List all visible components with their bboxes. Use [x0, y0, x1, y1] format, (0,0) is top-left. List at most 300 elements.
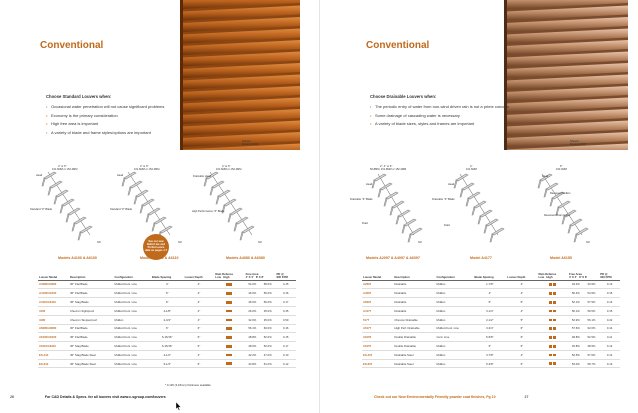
cell-model: A6155	[362, 333, 393, 342]
cell-free-area-8: 56.0%	[260, 289, 275, 298]
diagram-blade	[568, 219, 582, 233]
spec-table-left	[38, 272, 296, 368]
cell-louver-depth: 6"	[506, 359, 537, 368]
table-row	[38, 298, 296, 307]
cell-pd: 0.15	[275, 280, 296, 289]
drain-label: Drain	[444, 224, 451, 227]
diagram-blade	[48, 181, 62, 195]
rain-high-label: High	[223, 274, 230, 279]
table-header-row	[38, 272, 296, 280]
rain-defense-indicator	[553, 362, 556, 365]
cell-rain-defense	[537, 280, 568, 289]
cell-free-area-4: 52.1%	[568, 298, 584, 307]
cell-description: Drainable	[393, 289, 435, 298]
col-blade-spacing: Blade Spacing	[151, 272, 184, 280]
cell-description: Chevron Drainable	[393, 315, 435, 324]
cell-rain-defense	[537, 324, 568, 333]
cell-configuration: Mullion/Cont. Line	[113, 333, 150, 342]
cell-pd: 0.22	[599, 315, 620, 324]
cell-rain-defense	[537, 359, 568, 368]
pd-sub-label: 900 FPM	[276, 274, 288, 279]
diagram-blade	[574, 228, 588, 242]
table-row	[38, 280, 296, 289]
cell-description: Chevron Sightproof	[69, 306, 114, 315]
cell-configuration: Mullion	[113, 315, 150, 324]
rain-defense-indicator	[229, 301, 232, 304]
col-description: Description	[393, 272, 435, 280]
dim-label: 6"	[560, 165, 563, 168]
cell-pd: 0.12	[599, 342, 620, 351]
cell-blade-spacing: 6"	[151, 289, 184, 298]
cell-blade-spacing: 3-7/8"	[473, 350, 506, 359]
cell-louver-depth: 4"	[184, 280, 215, 289]
cell-description: 30° Flat Blade	[69, 324, 114, 333]
bullet: • Some drainage of cascading water is necessary	[370, 113, 540, 118]
col-free-area	[568, 272, 599, 280]
table-row	[362, 280, 620, 289]
photo-caption	[570, 140, 586, 147]
cell-free-area-4: 45.8%	[568, 342, 584, 351]
cell-blade-spacing: 6-15/16"	[151, 342, 184, 351]
mouse-cursor-icon	[176, 402, 182, 411]
table-row	[362, 315, 620, 324]
model-label: Models A2097 & A4097 & A6097	[366, 256, 420, 260]
left-intro	[46, 94, 216, 138]
bullet: • Economy is the primary consideration	[46, 113, 216, 118]
diagram-blade	[240, 226, 254, 240]
cell-louver-depth: 6"	[506, 342, 537, 351]
cell-description: 45° Stag Blade	[69, 342, 114, 351]
eco-finish-link[interactable]: Check out our New Environmentally Friendly powder coat finishes, Pg 10	[374, 395, 496, 399]
diagram-blade	[60, 199, 74, 213]
table-row	[362, 324, 620, 333]
cell-model: ES-607	[362, 359, 393, 368]
table-row	[38, 333, 296, 342]
cell-blade-spacing: 3-1/4"	[473, 306, 506, 315]
sill-label: Sill	[586, 241, 590, 244]
cell-free-area-8: 62.0%	[584, 324, 600, 333]
free-area-label: Free Area	[245, 271, 259, 276]
table-row	[362, 350, 620, 359]
cell-pd: 0.13	[599, 359, 620, 368]
dim-label: 4" or 6"	[58, 165, 67, 168]
rain-defense-indicator	[553, 336, 556, 339]
diagram-blade	[390, 201, 404, 215]
cell-free-area-4: 53.0%	[568, 359, 584, 368]
cell-configuration: Mullion/Cont. Line	[436, 324, 474, 333]
cell-pd: 0.12	[275, 359, 296, 368]
cell-pd: 0.17	[275, 298, 296, 307]
cell-blade-spacing: 4"	[473, 289, 506, 298]
cell-configuration: Cont. Line	[436, 333, 474, 342]
cell-description: 45° Stag Blade Steel	[69, 359, 114, 368]
cad-link[interactable]: For CAD Details & Specs. for all louvers visit www.c-sgroup.com/louvers	[44, 395, 166, 399]
cell-description: 45° Stag Blade Steel	[69, 350, 114, 359]
dim-label: 4"	[470, 165, 473, 168]
rain-defense-indicator	[553, 327, 556, 330]
cell-louver-depth: 6"	[184, 333, 215, 342]
caption-line: Model A4100	[242, 142, 259, 147]
head-label: Head	[117, 174, 124, 177]
cell-pd: 0.14	[599, 324, 620, 333]
rain-defense-indicator	[553, 319, 556, 322]
cell-rain-defense	[214, 359, 244, 368]
cell-free-area-4: 43.8%	[245, 359, 260, 368]
cell-description: 30° Flat Blade	[69, 280, 114, 289]
diagram-blade	[54, 190, 68, 204]
diagram-blade	[134, 190, 148, 204]
model-label: Models A4110 & A6110	[140, 256, 179, 260]
cell-rain-defense	[214, 306, 244, 315]
model-label: Model A4177	[470, 256, 492, 260]
cell-free-area-4: 56.1%	[245, 324, 260, 333]
cell-configuration: Mullion	[436, 342, 474, 351]
rain-defense-indicator	[553, 283, 556, 286]
cell-louver-depth: 6"	[506, 298, 537, 307]
recessed-drain-gutter-label: Recessed Drain Gutter	[544, 214, 571, 217]
table-row	[362, 342, 620, 351]
cell-louver-depth: 6"	[184, 342, 215, 351]
cell-configuration: Mullion/Cont. Line	[113, 280, 150, 289]
dim-label: 4" or 6"	[140, 165, 149, 168]
cell-free-area-4: 32.0%	[245, 315, 260, 324]
diagram-blade	[378, 183, 392, 197]
cell-description: 45° Flat Blade	[69, 289, 114, 298]
cell-description: Drainable Steel	[393, 359, 435, 368]
sill-label: Sill	[97, 241, 101, 244]
cell-free-area-8: 59.7%	[584, 359, 600, 368]
dim-label: 4" or 6"	[222, 165, 231, 168]
cell-model: 5177	[362, 315, 393, 324]
cell-configuration: Mullion/Cont. Line	[113, 298, 150, 307]
cell-blade-spacing: 4"	[151, 280, 184, 289]
cell-blade-spacing: 6-1/4"	[151, 359, 184, 368]
cell-free-area-8: 51.0%	[260, 359, 275, 368]
left-page-title: Conventional	[40, 40, 104, 51]
cell-free-area-8: 60.0%	[260, 324, 275, 333]
cell-free-area-8: 52.0%	[260, 333, 275, 342]
diagram-blade	[466, 192, 480, 206]
cell-configuration: Mullion	[436, 306, 474, 315]
table-row	[38, 359, 296, 368]
cell-description: Chevron Tamperproof	[69, 315, 114, 324]
free-area-4-label: 4' X 4'	[569, 274, 577, 279]
diagram-blade	[490, 228, 504, 242]
blade-diagram-svg	[320, 160, 638, 260]
diagram-blade	[216, 190, 230, 204]
table-row	[362, 298, 620, 307]
drainable-head-label: Drainable Head	[193, 175, 212, 178]
cell-rain-defense	[537, 315, 568, 324]
rain-defense-indicator	[553, 292, 556, 295]
cell-configuration: Mullion/Cont. Line	[113, 306, 150, 315]
diagram-blade	[454, 174, 468, 188]
model-label: Models A4100 & A6100	[58, 256, 97, 260]
cell-rain-defense	[214, 280, 244, 289]
cell-free-area-4: 54.0%	[245, 280, 260, 289]
right-intro	[370, 94, 540, 130]
cell-configuration: Mullion/Cont. Line	[113, 342, 150, 351]
diagram-blade	[234, 217, 248, 231]
diagram-blade	[66, 208, 80, 222]
cell-blade-spacing: 4-1/2"	[151, 350, 184, 359]
cell-free-area-8: 47.0%	[260, 350, 275, 359]
rain-low-label: Low	[215, 274, 221, 279]
cell-blade-spacing: 6"	[473, 342, 506, 351]
cell-blade-spacing: 2-1/2"	[473, 315, 506, 324]
cell-configuration: Mullion	[436, 315, 474, 324]
cell-model: A6177	[362, 324, 393, 333]
pd-label: PD @	[600, 271, 608, 276]
intro-heading: Choose Drainable Louvers when:	[370, 94, 437, 99]
cell-free-area-8: 35.0%	[260, 315, 275, 324]
cell-configuration: Mullion	[436, 298, 474, 307]
cell-model: A4097	[362, 289, 393, 298]
bullet: • Occasional water penetration will not cause significant problems	[46, 104, 216, 109]
cell-configuration: Mullion/Cont. Line	[113, 289, 150, 298]
rain-defense-indicator	[553, 301, 556, 304]
cell-louver-depth: 4"	[506, 350, 537, 359]
caption-line: Model A4097	[570, 142, 587, 147]
drain-label: Drain	[362, 222, 369, 225]
cell-blade-spacing: 2-3/4"	[151, 315, 184, 324]
cell-louver-depth: 4"	[506, 306, 537, 315]
dim-label: 2", 4" or 6"	[380, 165, 393, 168]
cell-free-area-8: 35.0%	[260, 306, 275, 315]
cell-rain-defense	[537, 298, 568, 307]
cell-blade-spacing: 5-3/8"	[473, 359, 506, 368]
cell-pd: 0.15	[599, 306, 620, 315]
head-label: Head	[448, 183, 455, 186]
cell-model: A2097	[362, 280, 393, 289]
cell-free-area-4: 52.5%	[568, 350, 584, 359]
table-row	[362, 306, 620, 315]
intro-bullets	[46, 104, 216, 135]
cell-free-area-8: 52.0%	[260, 342, 275, 351]
bullet: • The periodic entry of water from non-wind driven rain is not a prime concern	[370, 104, 540, 109]
left-footer	[10, 395, 166, 399]
cell-model: 4160	[38, 306, 69, 315]
diagram-blade	[408, 228, 422, 242]
table-row	[38, 315, 296, 324]
cell-rain-defense	[214, 333, 244, 342]
cell-blade-spacing: 6"	[151, 324, 184, 333]
sill-label: Sill	[258, 241, 262, 244]
rain-defense-indicator	[229, 292, 232, 295]
table-body	[362, 280, 620, 368]
cell-model: A4100/A6100	[38, 289, 69, 298]
diagram-blade	[484, 219, 498, 233]
footnote: *.0.125 (3.18mm) thickness available	[165, 383, 211, 387]
free-area-label: Free Area	[569, 271, 582, 276]
diagram-blade	[122, 172, 136, 186]
dim-metric: 101.6MM or 152.4MM	[134, 168, 160, 171]
rain-high-label: High	[546, 274, 553, 279]
diagram-blade	[78, 226, 92, 240]
col-louver-depth: Louver Depth	[506, 272, 537, 280]
cell-louver-depth: 4"	[184, 315, 215, 324]
cell-free-area-8: 52.9%	[584, 333, 600, 342]
bullet: • High free area is important	[46, 121, 216, 126]
rain-defense-indicator	[229, 362, 232, 365]
col-description: Description	[69, 272, 114, 280]
table-header-row	[362, 272, 620, 280]
cell-pd: 0.17	[275, 342, 296, 351]
table-row	[38, 289, 296, 298]
head-label: Head	[542, 175, 549, 178]
diagram-blade	[42, 172, 56, 186]
dim-metric: 152.4MM	[556, 168, 567, 171]
cell-free-area-4: 33.4%	[568, 280, 584, 289]
rain-defense-indicator	[229, 310, 232, 313]
bullet: • A variety of blade and frame styles/options are important	[46, 130, 216, 135]
cell-configuration: Mullion	[436, 289, 474, 298]
model-label: Models A4080 & A6080	[226, 256, 265, 260]
cell-pd: 0.16	[275, 289, 296, 298]
cell-pd: 0.15	[275, 333, 296, 342]
rain-low-label: Low	[538, 274, 545, 279]
cell-free-area-8: 59.5%	[584, 306, 600, 315]
col-configuration: Configuration	[113, 272, 150, 280]
cell-description: Double Drainable	[393, 342, 435, 351]
cell-description: 45° Stag Blade	[69, 298, 114, 307]
col-pd	[599, 272, 620, 280]
cell-blade-spacing: 4-1/8"	[151, 306, 184, 315]
cell-blade-spacing: 3-3/4"	[473, 324, 506, 333]
free-area-8-label: 8' X 8'	[579, 274, 588, 279]
table-row	[362, 289, 620, 298]
recessed-mullion-label: Recessed Mullion	[550, 192, 571, 195]
cell-model: A4110/A6110	[38, 298, 69, 307]
cell-rain-defense	[537, 350, 568, 359]
page-number: 27	[524, 395, 529, 399]
diagram-blade	[228, 208, 242, 222]
cell-configuration: Mullion/Cont. Line	[113, 350, 150, 359]
cell-blade-spacing: 6"	[473, 298, 506, 307]
cell-blade-spacing: 1-7/8"	[473, 280, 506, 289]
rain-defense-indicator	[229, 336, 232, 339]
cell-pd: 0.13	[599, 298, 620, 307]
cell-free-area-4: 42.2%	[245, 350, 260, 359]
col-rain-defense	[537, 272, 568, 280]
cell-louver-depth: 6"	[506, 333, 537, 342]
cell-blade-spacing: 6"	[151, 298, 184, 307]
rain-defense-indicator	[229, 319, 232, 322]
cell-free-area-4: 52.9%	[568, 315, 584, 324]
table-row	[362, 333, 620, 342]
free-area-8-label: 8' X 8'	[255, 274, 264, 279]
cell-description: Drainable	[393, 298, 435, 307]
cell-description: High Perf. Drainable	[393, 324, 435, 333]
right-footer	[374, 395, 528, 399]
cell-model: ES-410	[38, 350, 69, 359]
cell-blade-spacing: 6-15/16"	[151, 333, 184, 342]
blade-section-diagrams	[320, 160, 638, 260]
cell-model: 4180	[38, 315, 69, 324]
spec-table-right	[362, 272, 620, 368]
cell-pd: 0.15	[599, 289, 620, 298]
cell-model: A6157	[362, 342, 393, 351]
cell-louver-depth: 4"	[506, 289, 537, 298]
cell-louver-depth: 5"	[506, 315, 537, 324]
cell-free-area-4: 46.0%	[245, 289, 260, 298]
blade-label: Standard "Z" Blade	[110, 208, 133, 211]
cell-configuration: Mullion	[436, 350, 474, 359]
diagram-blade	[402, 219, 416, 233]
blade-label: Standard "Z" Blade	[30, 208, 53, 211]
table-body	[38, 280, 296, 368]
cell-rain-defense	[214, 298, 244, 307]
photo-caption	[242, 140, 258, 147]
blade-label: Drainable "Z" Blade	[350, 198, 373, 201]
cell-louver-depth: 6"	[506, 324, 537, 333]
intro-heading: Choose Standard Louvers when:	[46, 94, 112, 99]
cell-free-area-4: 56.1%	[568, 306, 584, 315]
col-model: Louver Model	[362, 272, 393, 280]
model-labels	[320, 256, 638, 266]
cell-model: A6080/A8080	[38, 324, 69, 333]
cell-free-area-4: 48.0%	[245, 342, 260, 351]
rain-defense-indicator	[229, 327, 232, 330]
cell-configuration: Mullion/Cont. Line	[113, 359, 150, 368]
table-row	[38, 306, 296, 315]
right-page	[319, 0, 638, 413]
cell-free-area-4: 46.0%	[245, 298, 260, 307]
cell-model: A6100/A8100	[38, 333, 69, 342]
cell-pd: 0.13	[275, 350, 296, 359]
cell-louver-depth: 4"	[184, 289, 215, 298]
model-labels	[0, 256, 319, 266]
performance-data-badge[interactable]: See our new Build Line and Perform-ance data on pages 4-7	[143, 234, 169, 260]
cell-rain-defense	[214, 342, 244, 351]
col-pd	[275, 272, 296, 280]
cell-free-area-8: 54.9%	[584, 289, 600, 298]
col-rain-defense	[214, 272, 244, 280]
cell-rain-defense	[214, 350, 244, 359]
rain-defense-indicator	[229, 354, 232, 357]
cell-rain-defense	[537, 333, 568, 342]
col-configuration: Configuration	[436, 272, 474, 280]
cell-rain-defense	[214, 324, 244, 333]
col-free-area	[245, 272, 276, 280]
cell-configuration: Mullion	[436, 280, 474, 289]
rain-defense-label: Rain Defense	[538, 271, 557, 276]
cell-blade-spacing: 5-5/8"	[473, 333, 506, 342]
cell-rain-defense	[214, 289, 244, 298]
rain-defense-label: Rain Defense	[215, 271, 234, 276]
cell-free-area-8: 58.0%	[260, 280, 275, 289]
pd-sub-label: 900 FPM	[600, 274, 612, 279]
cell-pd: 0.13	[599, 280, 620, 289]
cell-description: Drainable	[393, 280, 435, 289]
right-page-title: Conventional	[366, 40, 430, 51]
cell-louver-depth: 4"	[184, 298, 215, 307]
cell-model: ES-610	[38, 359, 69, 368]
cell-configuration: Mullion	[436, 359, 474, 368]
diagram-blade	[396, 210, 410, 224]
free-area-4-label: 4' X 4'	[245, 274, 254, 279]
cell-description: Drainable Steel	[393, 350, 435, 359]
cell-pd: 0.35	[275, 306, 296, 315]
cell-free-area-8: 48.9%	[584, 342, 600, 351]
cell-free-area-8: 50.0%	[260, 298, 275, 307]
diagram-blade	[556, 201, 570, 215]
dim-metric: 101.6MM or 152.4MM	[216, 168, 242, 171]
cell-pd: 0.12	[599, 350, 620, 359]
rain-defense-indicator	[553, 354, 556, 357]
cell-description: Drainable	[393, 306, 435, 315]
cell-free-area-4: 50.4%	[568, 289, 584, 298]
